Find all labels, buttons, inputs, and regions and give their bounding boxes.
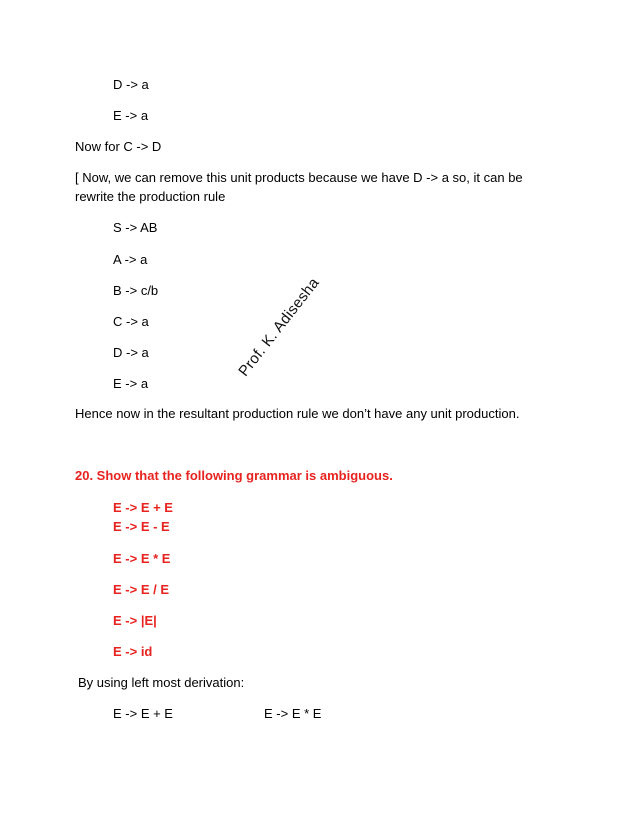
paragraph-now-for: Now for C -> D — [75, 139, 162, 154]
rule-line: A -> a — [113, 252, 148, 267]
explanation-line-1: [ Now, we can remove this unit products because we have D -> a so, it can be — [75, 170, 523, 185]
explanation-line-2: rewrite the production rule — [75, 189, 226, 204]
grammar-rule: E -> id — [113, 644, 153, 659]
grammar-rule: E -> E + E — [113, 500, 173, 515]
derivation-left: E -> E + E — [113, 706, 173, 721]
grammar-rule: E -> E / E — [113, 582, 169, 597]
derivation-right: E -> E * E — [264, 706, 322, 721]
rule-line: C -> a — [113, 314, 149, 329]
rule-line: B -> c/b — [113, 283, 159, 298]
rule-line: D -> a — [113, 345, 149, 360]
grammar-rule: E -> |E| — [113, 613, 157, 628]
grammar-rule: E -> E * E — [113, 551, 171, 566]
rule-line: E -> a — [113, 108, 149, 123]
rule-line: E -> a — [113, 376, 149, 391]
question-heading: 20. Show that the following grammar is ambiguous. — [75, 468, 393, 483]
derivation-intro: By using left most derivation: — [78, 675, 245, 690]
rule-line: S -> AB — [113, 220, 158, 235]
conclusion-text: Hence now in the resultant production rule we don’t have any unit production. — [75, 406, 520, 421]
grammar-rule: E -> E - E — [113, 519, 170, 534]
rule-line: D -> a — [113, 77, 149, 92]
watermark-text: Prof. K. Adisesha — [235, 274, 323, 380]
